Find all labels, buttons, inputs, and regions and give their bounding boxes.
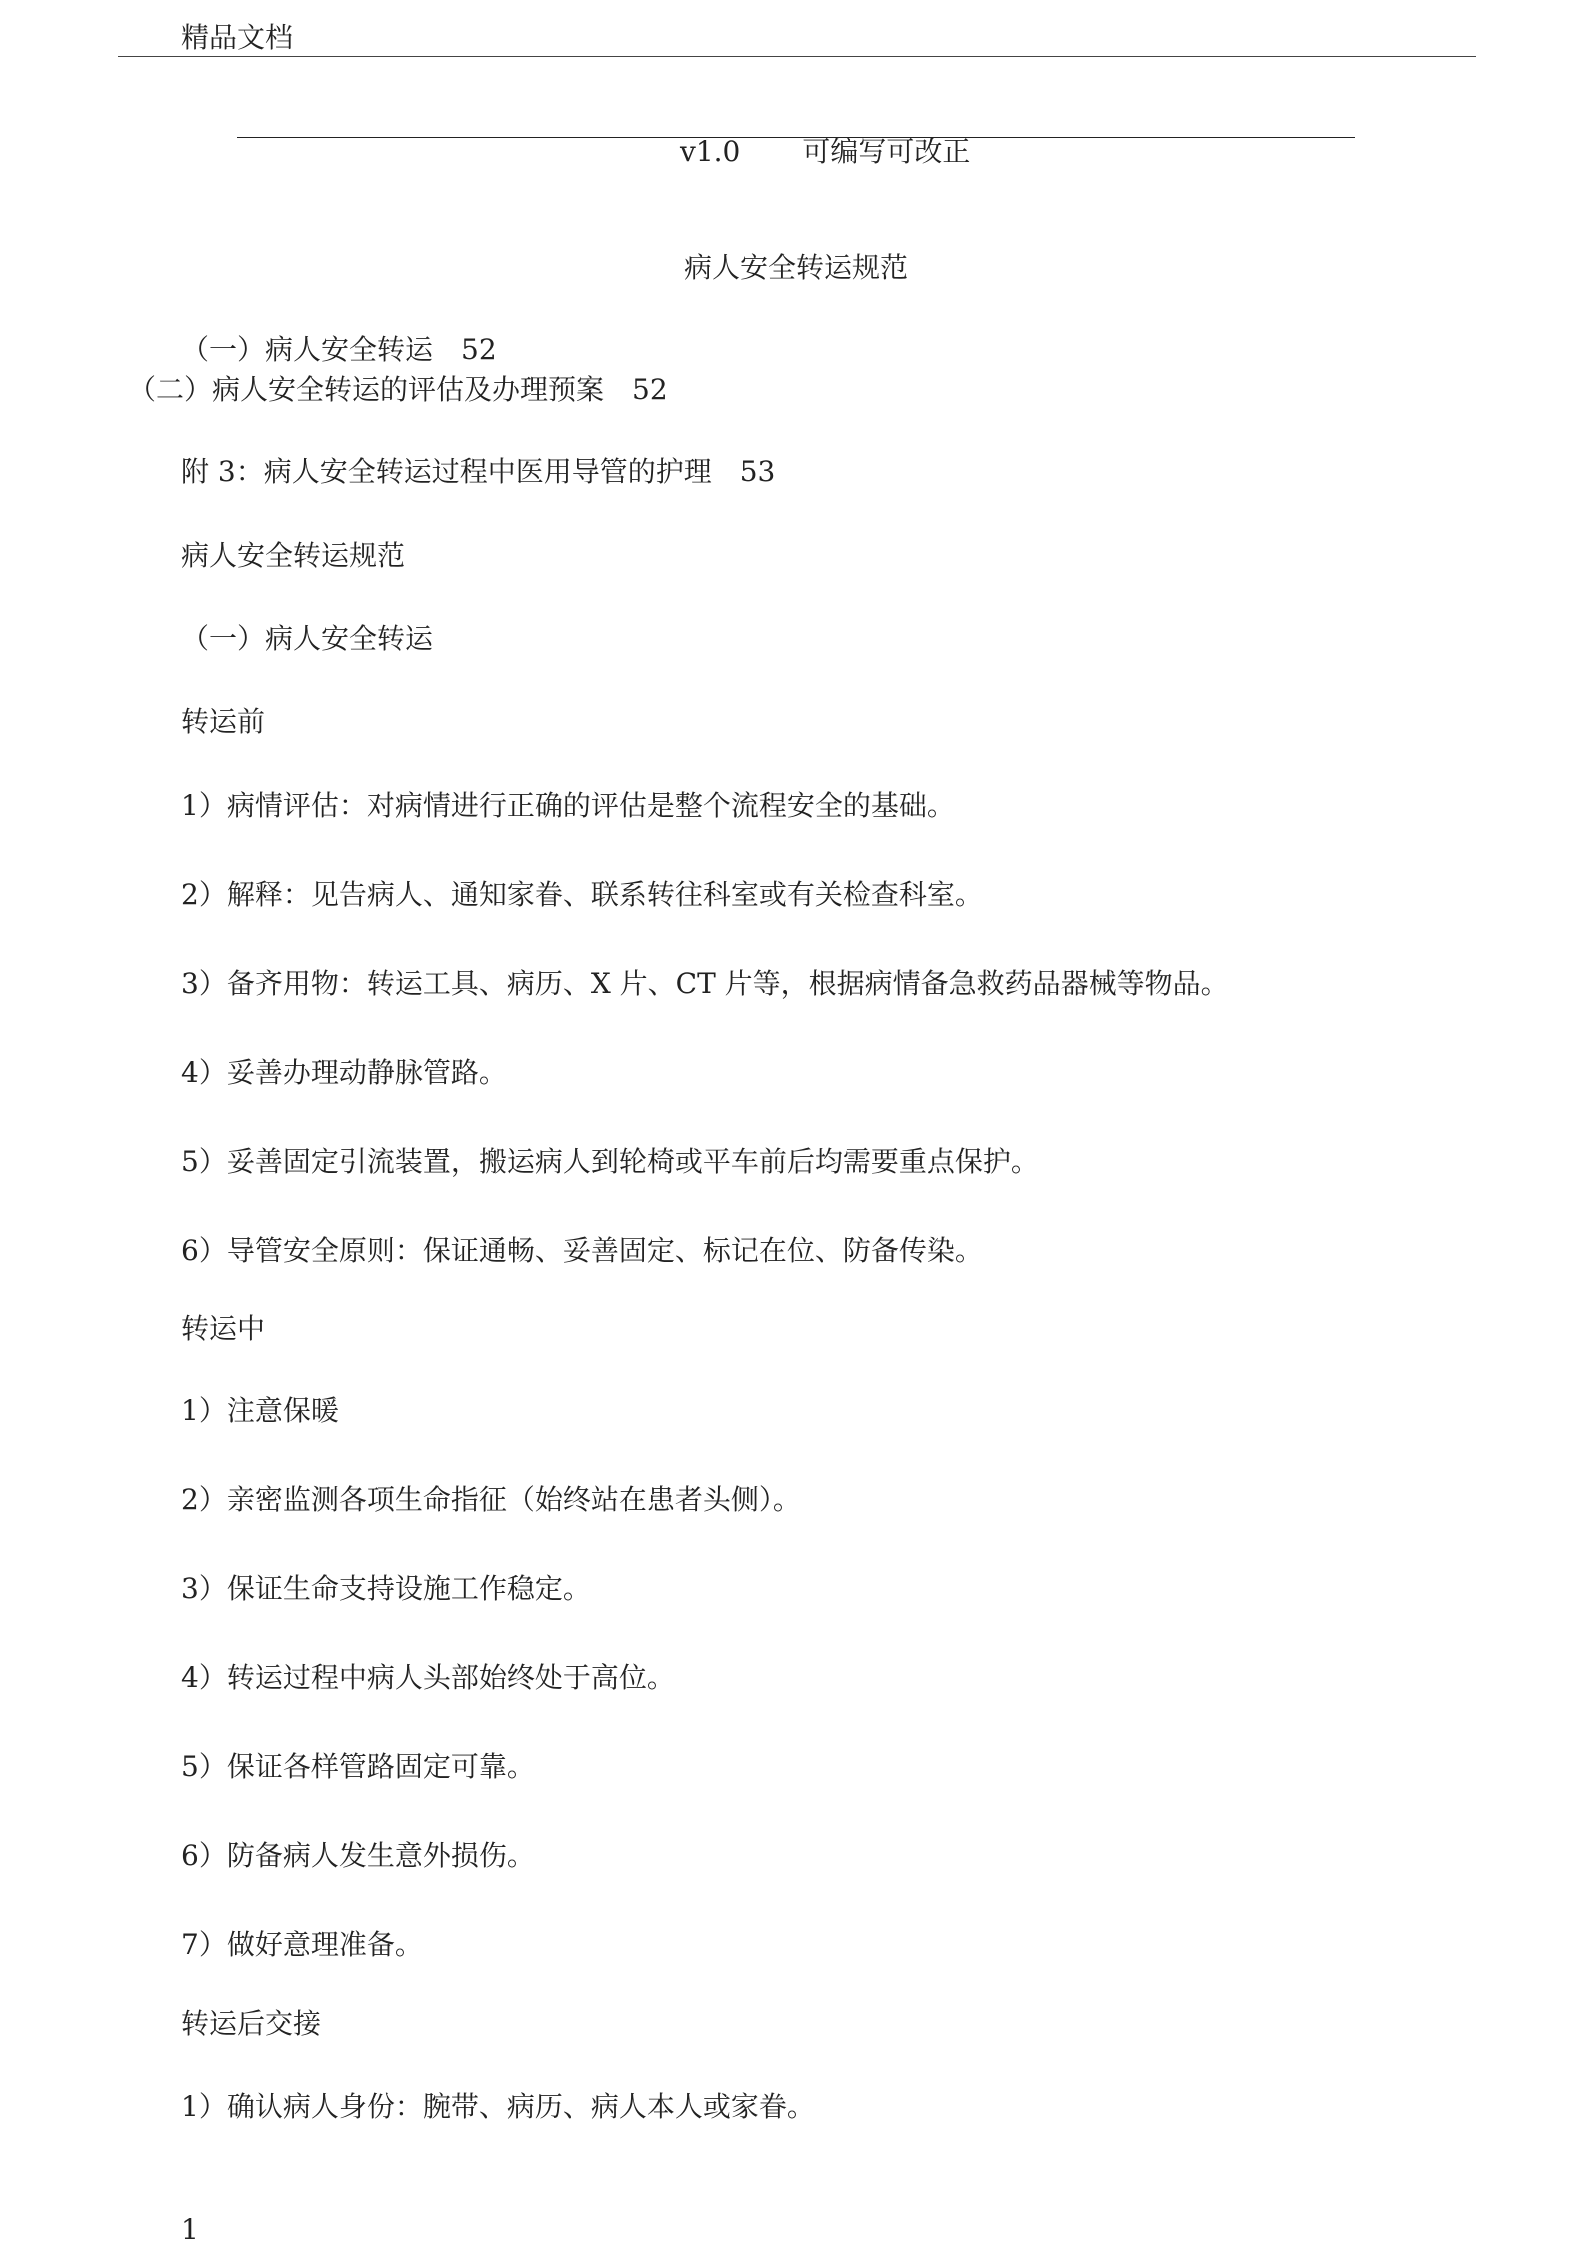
list-item: 5）妥善固定引流装置，搬运病人到轮椅或平车前后均需要重点保护。 <box>181 1145 1039 1178</box>
header-divider <box>118 56 1476 57</box>
list-item: 6）防备病人发生意外损伤。 <box>181 1839 535 1872</box>
list-item: 7）做好意理准备。 <box>181 1928 423 1961</box>
list-item: 2）解释：见告病人、通知家眷、联系转往科室或有关检查科室。 <box>181 878 983 911</box>
toc-entry-1: （一）病人安全转运 52 <box>181 333 497 366</box>
list-item: 1）病情评估：对病情进行正确的评估是整个流程安全的基础。 <box>181 789 955 822</box>
list-item: 1）确认病人身份：腕带、病历、病人本人或家眷。 <box>181 2090 815 2123</box>
after-heading: 转运后交接 <box>181 2007 322 2040</box>
section-heading: 病人安全转运规范 <box>181 539 406 572</box>
list-item: 4）转运过程中病人头部始终处于高位。 <box>181 1661 675 1694</box>
page-number: 1 <box>181 2213 199 2246</box>
page-header-label: 精品文档 <box>181 21 294 54</box>
subsection-heading: （一）病人安全转运 <box>181 622 434 655</box>
list-item: 5）保证各样管路固定可靠。 <box>181 1750 535 1783</box>
list-item: 6）导管安全原则：保证通畅、妥善固定、标记在位、防备传染。 <box>181 1234 983 1267</box>
list-item: 3）备齐用物：转运工具、病历、X 片、CT 片等，根据病情备急救药品器械等物品。 <box>181 967 1229 1000</box>
document-title: 病人安全转运规范 <box>684 251 909 284</box>
before-heading: 转运前 <box>181 705 266 738</box>
toc-entry-2: （二）病人安全转运的评估及办理预案 52 <box>128 373 668 406</box>
list-item: 1）注意保暖 <box>181 1394 339 1427</box>
version-line <box>680 132 970 172</box>
list-item: 3）保证生命支持设施工作稳定。 <box>181 1572 591 1605</box>
during-heading: 转运中 <box>181 1312 266 1345</box>
list-item: 2）亲密监测各项生命指征（始终站在患者头侧）。 <box>181 1483 801 1516</box>
version-number: v1.0 <box>680 135 741 168</box>
list-item: 4）妥善办理动静脉管路。 <box>181 1056 507 1089</box>
toc-entry-3: 附 3：病人安全转运过程中医用导管的护理 53 <box>181 455 776 488</box>
version-note: 可编写可改正 <box>802 135 971 168</box>
